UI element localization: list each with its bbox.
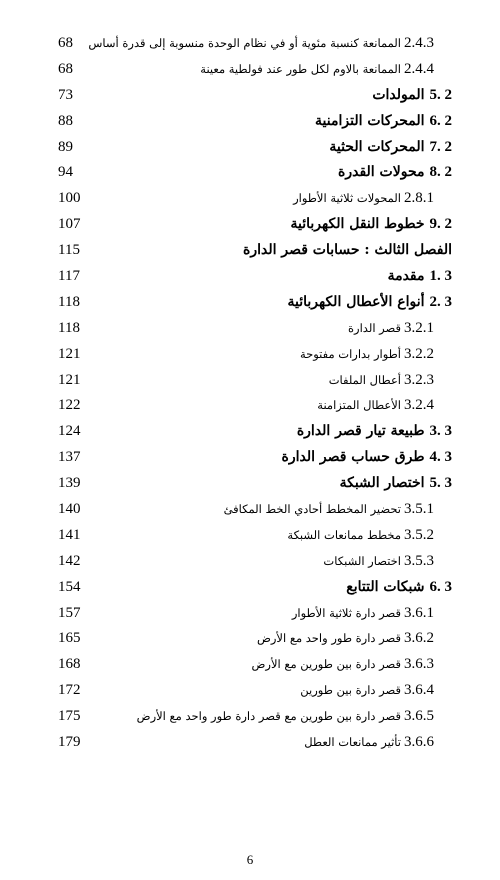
toc-page-number: 68	[58, 35, 73, 51]
toc-entry[interactable]	[0, 677, 500, 703]
toc-section-number: 3. 3	[429, 423, 452, 440]
toc-entry-title	[338, 162, 452, 182]
toc-entry[interactable]	[0, 651, 500, 677]
toc-page-number: 140	[58, 501, 81, 518]
page-number: 6	[246, 852, 254, 867]
toc-entry[interactable]	[0, 600, 500, 626]
toc-entry[interactable]	[0, 574, 500, 600]
toc-section-number: 5. 3	[429, 475, 452, 492]
toc-page-number: 142	[58, 552, 81, 569]
toc-section-number: 3.2.4	[404, 397, 434, 414]
toc-entry[interactable]	[0, 470, 500, 496]
toc-section-number: 3.5.3	[404, 552, 434, 569]
toc-entry-title	[224, 499, 434, 519]
toc-page-number: 137	[58, 449, 81, 466]
toc-entry[interactable]	[0, 418, 500, 444]
toc-page-number: 68	[58, 60, 73, 77]
toc-section-text: اختصار الشبكات	[323, 553, 401, 568]
toc-section-text: محولات القدرة	[338, 164, 425, 181]
toc-section-number: 3.2.3	[404, 371, 434, 388]
toc-entry[interactable]	[0, 211, 500, 237]
toc-page-number: 73	[58, 86, 73, 103]
toc-entry[interactable]	[0, 703, 500, 729]
toc-section-number: 3.6.4	[404, 682, 434, 699]
toc-section-text: قصر دارة طور واحد مع الأرض	[256, 631, 401, 646]
toc-page-number: 141	[58, 526, 81, 543]
toc-section-text: قصر دارة بين طورين	[300, 683, 401, 698]
toc-section-text: قصر الدارة	[348, 320, 401, 335]
toc-page-number: 89	[58, 138, 73, 155]
toc-section-number: 9. 2	[429, 216, 452, 233]
toc-section-text: الممانعة بالاوم لكل طور عند فولطية معينة	[200, 61, 401, 76]
toc-section-number: 3.2.2	[404, 345, 434, 362]
toc-entry-title	[287, 292, 452, 312]
toc-section-number: 3.6.2	[404, 630, 434, 647]
toc-entry[interactable]	[0, 263, 500, 289]
toc-page-number: 172	[58, 682, 81, 699]
toc-entry-title	[297, 421, 452, 441]
toc-entry[interactable]	[0, 496, 500, 522]
table-of-contents	[0, 30, 500, 755]
toc-section-text: خطوط النقل الكهربائية	[290, 216, 425, 233]
toc-page-number: 118	[58, 319, 80, 336]
toc-section-number: 3.6.1	[404, 604, 434, 621]
toc-section-text: شبكات التتابع	[346, 578, 425, 595]
toc-entry[interactable]	[0, 56, 500, 82]
toc-section-text: قصر دارة ثلاثية الأطوار	[291, 605, 401, 620]
toc-entry-title	[251, 654, 434, 674]
toc-section-text: أعطال الملفات	[328, 372, 401, 387]
toc-section-number: 8. 2	[429, 164, 452, 181]
toc-entry-title	[346, 577, 452, 597]
toc-section-text: اختصار الشبكة	[339, 475, 425, 492]
toc-section-number: 3.6.6	[404, 734, 434, 751]
toc-section-text: قصر دارة بين طورين مع قصر دارة طور واحد مع الأرض	[136, 709, 401, 724]
toc-entry-title	[200, 59, 434, 79]
toc-section-text: الفصل الثالث : حسابات قصر الدارة	[243, 242, 452, 259]
toc-section-number: 6. 2	[429, 112, 452, 129]
toc-entry-title	[282, 447, 453, 467]
toc-entry[interactable]	[0, 185, 500, 211]
toc-entry-title	[317, 395, 434, 415]
toc-page-number: 179	[58, 734, 81, 751]
toc-entry[interactable]	[0, 30, 500, 56]
toc-section-text: تحضير المخطط أحادي الخط المكافئ	[223, 502, 401, 517]
toc-page-number: 168	[58, 656, 81, 673]
toc-section-text: المحولات ثلاثية الأطوار	[293, 191, 401, 206]
toc-section-number: 2.8.1	[404, 190, 434, 207]
toc-section-text: تأثير ممانعات العطل	[304, 735, 401, 750]
toc-page-number: 121	[58, 371, 81, 388]
toc-page-number: 157	[58, 604, 81, 621]
toc-section-number: 3.6.5	[404, 708, 434, 725]
toc-entry-title	[291, 214, 452, 234]
toc-page-number: 117	[58, 268, 80, 285]
toc-entry-title	[340, 473, 452, 493]
toc-section-number: 3.2.1	[404, 319, 434, 336]
toc-entry-title	[243, 240, 452, 260]
toc-entry[interactable]	[0, 444, 500, 470]
toc-page-number: 124	[58, 423, 81, 440]
toc-entry-title	[287, 525, 434, 545]
toc-entry[interactable]	[0, 289, 500, 315]
toc-entry[interactable]	[0, 625, 500, 651]
toc-entry-title	[329, 370, 434, 390]
toc-page-number: 154	[58, 578, 81, 595]
toc-entry[interactable]	[0, 159, 500, 185]
toc-entry-title	[137, 706, 434, 726]
toc-section-number: 5. 2	[429, 86, 452, 103]
toc-section-text: طبيعة تيار قصر الدارة	[296, 423, 425, 440]
toc-page-number: 107	[58, 216, 81, 233]
toc-page-number: 118	[58, 293, 80, 310]
toc-section-number: 4. 3	[429, 449, 452, 466]
toc-section-number: 3.5.2	[404, 526, 434, 543]
toc-entry[interactable]	[0, 548, 500, 574]
toc-section-number: 6. 3	[429, 578, 452, 595]
toc-entry-title	[372, 85, 452, 105]
toc-section-text: المحركات الحثية	[329, 138, 425, 155]
toc-section-text: أنواع الأعطال الكهربائية	[287, 293, 425, 310]
toc-section-number: 3.5.1	[404, 501, 434, 518]
toc-section-text: أطوار بدارات مفتوحة	[299, 346, 401, 361]
toc-page-number: 115	[58, 242, 80, 259]
toc-section-text: الممانعة كنسبة مئوية أو في نظام الوحدة منسوبة إلى قدرة أساس	[88, 36, 401, 50]
toc-section-number: 2. 3	[429, 293, 452, 310]
toc-entry-title	[388, 266, 452, 286]
toc-entry[interactable]	[0, 315, 500, 341]
toc-page-number: 94	[58, 164, 73, 181]
toc-section-number: 7. 2	[429, 138, 452, 155]
toc-entry-title	[348, 318, 434, 338]
toc-section-number: 2.4.4	[404, 60, 434, 77]
toc-entry-title	[257, 628, 434, 648]
toc-entry-title	[292, 603, 434, 623]
toc-entry-title	[323, 551, 434, 571]
toc-section-text: الأعطال المتزامنة	[317, 398, 401, 413]
toc-entry-title	[304, 732, 434, 752]
toc-section-number: 2.4.3	[404, 35, 434, 51]
toc-entry[interactable]	[0, 522, 500, 548]
toc-entry-title	[329, 137, 452, 157]
toc-entry[interactable]	[0, 237, 500, 263]
toc-entry[interactable]	[0, 341, 500, 367]
toc-entry-title	[315, 111, 452, 131]
toc-entry[interactable]	[0, 392, 500, 418]
toc-page-number: 88	[58, 112, 73, 129]
toc-entry-title	[293, 188, 434, 208]
toc-section-text: قصر دارة بين طورين مع الأرض	[251, 657, 401, 672]
toc-entry[interactable]	[0, 729, 500, 755]
toc-entry[interactable]	[0, 134, 500, 160]
toc-section-text: طرق حساب قصر الدارة	[281, 449, 425, 466]
toc-section-number: 3.6.3	[404, 656, 434, 673]
toc-entry[interactable]	[0, 82, 500, 108]
toc-entry-title	[88, 33, 434, 53]
toc-page-number: 122	[58, 397, 81, 414]
toc-page-number: 175	[58, 708, 81, 725]
toc-page-number: 100	[58, 190, 81, 207]
toc-page-number: 121	[58, 345, 81, 362]
toc-section-number: 1. 3	[429, 268, 452, 285]
toc-entry[interactable]	[0, 108, 500, 134]
toc-section-text: مقدمة	[387, 268, 425, 285]
toc-entry-title	[300, 680, 434, 700]
toc-page-number: 139	[58, 475, 81, 492]
toc-section-text: المولدات	[372, 86, 425, 103]
toc-entry-title	[300, 344, 434, 364]
toc-section-text: مخطط ممانعات الشبكة	[287, 527, 401, 542]
toc-page-number: 165	[58, 630, 81, 647]
toc-section-text: المحركات التزامنية	[315, 112, 425, 129]
toc-entry[interactable]	[0, 367, 500, 393]
